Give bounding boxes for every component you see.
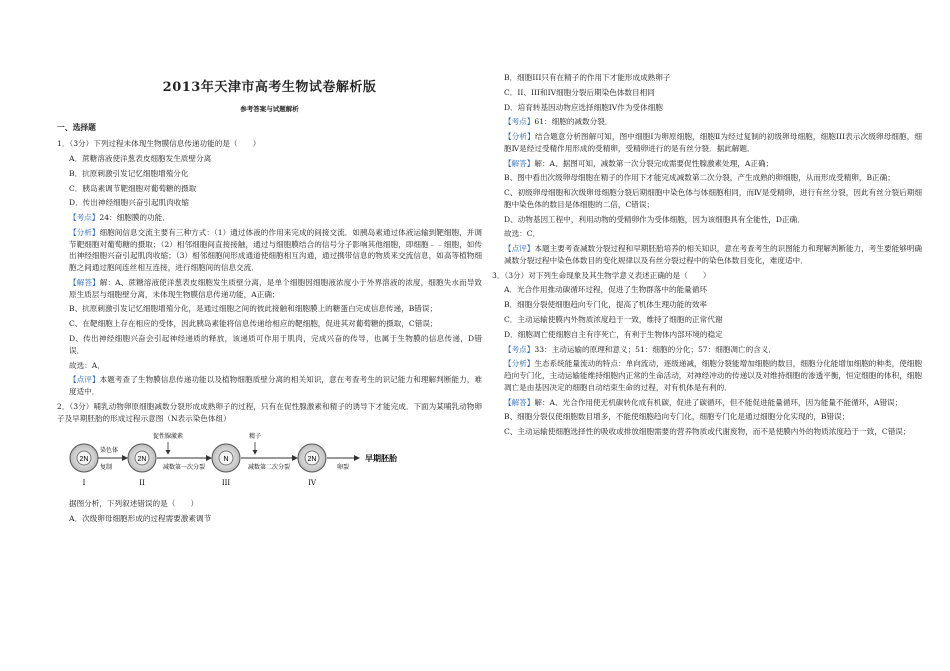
paragraph-text: 据图分析，下列叙述错误的是（ ） xyxy=(69,499,199,509)
paragraph-text: D、传出神经细胞兴奋会引起神经递质的释放，该递质可作用于肌肉，完成兴奋的传导，也属于生物膜的信息传递，D错误． xyxy=(69,334,482,355)
right-paragraph xyxy=(492,344,922,356)
label-replicate-1: 染色体 xyxy=(100,447,119,455)
paragraph-text: 细胞间信息交流主要有三种方式：（1）通过体液的作用来完成的间接交流．如胰岛素通过体液运输到靶细胞，并调节靶细胞对葡萄糖的摄取；（2）相邻细胞间直接接触，通过与细胞膜结合的信号分子影响其他细胞，即细胞﹣﹣细胞，如传出神经细胞兴奋引起肌肉收缩；（3）相邻细胞间形成通道使细胞相互沟通，通过携带信息的物质来交流信息，如高等植物细胞之间通过胞间连丝相互连接，进行细胞间的信息交流． xyxy=(69,227,483,273)
cell-1 xyxy=(70,444,98,472)
left-paragraph xyxy=(57,318,482,330)
label-hormone: 促性腺激素 xyxy=(152,433,184,441)
tag-label: 【分析】 xyxy=(504,132,535,142)
numeral-2: II xyxy=(139,479,145,488)
paragraph-text: 生态系统能量流动的特点：单向流动，逐级递减，细胞分裂能增加细胞的数目，细胞分化能增加细胞的种类，使细胞趋向专门化，主动运输能维持细胞内正常的生命活动，对神经冲动的传递以及对维持细胞的渗透平衡，恒定细胞的体积，细胞凋亡是由基因决定的细胞自动结束生命的过程，对有机体是有利的． xyxy=(504,359,922,392)
paragraph-text: 本题主要考查减数分裂过程和早期胚胎培养的相关知识，意在考查考生的识图能力和理解判断能力，考生要能够明确减数分裂过程中染色体数目的变化规律以及有丝分裂过程中的染色体数目变化，难度适中． xyxy=(504,244,922,265)
tag-label: 【分析】 xyxy=(69,227,100,237)
paragraph-text: A．蔗糖溶液使洋葱表皮细胞发生质壁分离 xyxy=(69,154,212,164)
right-paragraph xyxy=(492,72,922,84)
paragraph-text: D、动物基因工程中，利用动物的受精卵作为受体细胞，因为该细胞具有全能性，D正确． xyxy=(504,214,805,224)
right-paragraph xyxy=(492,102,922,114)
right-paragraph xyxy=(492,158,922,170)
cell-2-label: 2N xyxy=(137,456,147,464)
right-paragraph xyxy=(492,329,922,341)
right-paragraph xyxy=(492,228,922,240)
right-paragraph xyxy=(492,172,922,184)
label-cleavage: 卵裂 xyxy=(336,464,350,472)
right-paragraph xyxy=(492,131,922,155)
paragraph-text: A．光合作用推动碳循环过程，促进了生物群落中的能量循环 xyxy=(504,285,707,295)
paragraph-text: C．II、III和IV细胞分裂后期染色体数目相同 xyxy=(504,87,655,97)
paragraph-text: B、细胞分裂仅使细胞数目增多，不能使细胞趋向专门化，细胞专门化是通过细胞分化实现的，B错误； xyxy=(504,412,850,422)
right-column xyxy=(492,0,922,441)
paragraph-text: B．细胞III只有在精子的作用下才能形成成熟卵子 xyxy=(504,73,671,82)
left-paragraph xyxy=(57,401,482,425)
cell-1-label: 2N xyxy=(79,456,89,464)
right-paragraph xyxy=(492,87,922,99)
paragraph-text: D．传出神经细胞兴奋引起肌肉收缩 xyxy=(69,198,189,208)
paragraph-text: D．细胞凋亡使细胞自主有序死亡，有利于生物体内部环境的稳定 xyxy=(504,329,723,339)
numeral-3: III xyxy=(221,479,231,488)
numeral-1: I xyxy=(82,479,86,488)
paragraph-text: B、抗原刺激引发记忆细胞增殖分化，是通过细胞之间的彼此接触和细胞膜上的糖蛋白完成信息传递，B错误； xyxy=(69,304,438,314)
paragraph-text: D．培育转基因动物应选择细胞IV作为受体细胞 xyxy=(504,102,663,112)
document-subtitle: 参考答案与试题解析 xyxy=(240,105,299,114)
paragraph-text: 本题考查了生物膜信息传递功能以及植物细胞质壁分离的相关知识，意在考查考生的识记能力和理解判断能力，难度适中． xyxy=(69,375,483,397)
document-title: 2013年天津市高考生物试卷解析版 xyxy=(162,80,377,95)
right-paragraph xyxy=(492,426,922,438)
left-paragraph xyxy=(57,333,482,357)
paragraph-text: C、初级卵母细胞和次级卵母细胞分裂后期细胞中染色体与体细胞相同，而Ⅳ是受精卵，进行有丝分裂，因此有丝分裂后期细胞中染色体的数目是体细胞的二倍，C错误； xyxy=(504,188,922,209)
right-paragraph xyxy=(492,397,922,409)
tag-label: 【解答】 xyxy=(69,277,100,287)
left-paragraph xyxy=(57,138,482,150)
paragraph-text: 结合题意分析图解可知，图中细胞Ⅰ为卵原细胞，细胞Ⅱ为经过复制的初级卵母细胞，细胞III表示次级卵母细胞，细胞Ⅳ是经过受精作用形成的受精卵，受精卵进行的是有丝分裂．据此解题． xyxy=(504,132,923,153)
right-paragraph xyxy=(492,411,922,423)
paragraph-text: C、在靶细胞上存在相应的受体，因此胰岛素能将信息传递给相应的靶细胞，促进其对葡萄糖的摄取，C错误； xyxy=(69,319,438,329)
tag-label: 【点评】 xyxy=(504,244,535,254)
left-paragraph xyxy=(57,374,482,398)
right-paragraph xyxy=(492,187,922,211)
cell-4-label: 2N xyxy=(307,456,317,464)
label-meiosis1: 减数第一次分裂 xyxy=(162,464,206,472)
tag-label: 【考点】 xyxy=(69,213,100,223)
diagram-svg xyxy=(69,428,449,490)
paragraph-text: 解：A、光合作用使无机碳转化成有机碳，促进了碳循环，但不能促进能量循环，因为能量不能循环，A错误； xyxy=(534,397,903,407)
cell-4 xyxy=(298,444,326,472)
left-after-paragraph xyxy=(57,498,482,510)
left-paragraph xyxy=(57,197,482,209)
paragraph-text: 故选：C． xyxy=(504,229,541,239)
right-paragraph xyxy=(492,284,922,296)
paragraph-text: 2．（3分）哺乳动物卵原细胞减数分裂形成成熟卵子的过程，只有在促性腺激素和精子的诱导下才能完成．下面为某哺乳动物卵子及早期胚胎的形成过程示意图（N表示染色体组） xyxy=(57,401,482,423)
label-replicate-2: 复制 xyxy=(100,464,113,472)
cell-3-label: N xyxy=(223,456,229,464)
left-paragraph xyxy=(57,360,482,372)
left-paragraph xyxy=(57,212,482,224)
left-paragraph xyxy=(57,183,482,195)
right-paragraph xyxy=(492,270,922,282)
right-paragraph xyxy=(492,314,922,326)
tag-label: 【点评】 xyxy=(69,375,100,385)
right-paragraph xyxy=(492,358,922,393)
paragraph-text: B．细胞分裂使细胞趋向专门化，提高了机体生理功能的效率 xyxy=(504,300,708,310)
paragraph-text: C、主动运输使细胞选择性的吸收或排放细胞需要的营养物质或代谢废物，而不是使膜内外的物质浓度趋于一致，C错误； xyxy=(504,427,911,437)
paragraph-text: 1．（3分）下列过程未体现生物膜信息传递功能的是（ ） xyxy=(57,139,261,149)
paragraph-text: A．次级卵母细胞形成的过程需要激素调节 xyxy=(69,513,212,523)
left-paragraph xyxy=(57,153,482,165)
left-after-paragraph xyxy=(57,513,482,525)
paragraph-text: 61：细胞的减数分裂． xyxy=(534,117,613,127)
paragraph-text: C．胰岛素调节靶细胞对葡萄糖的摄取 xyxy=(69,183,197,193)
tag-label: 【考点】 xyxy=(504,117,535,127)
paragraph-text: B、图中看出次级卵母细胞在精子的作用下才能完成减数第二次分裂，产生成熟的卵细胞，从而形成受精卵，B正确； xyxy=(504,173,895,183)
cell-3 xyxy=(212,444,240,472)
left-paragraph xyxy=(57,303,482,315)
label-embryo: 早期胚胎 xyxy=(365,454,397,464)
tag-label: 【考点】 xyxy=(504,344,535,354)
left-paragraph xyxy=(57,168,482,180)
paragraph-text: 3．（3分）对下列生命现象及其生物学意义表述正确的是（ ） xyxy=(492,270,711,280)
left-column xyxy=(57,0,482,528)
right-paragraph xyxy=(492,214,922,226)
left-paragraph xyxy=(57,277,482,301)
paragraph-text: 解：A、蔗糖溶液使洋葱表皮细胞发生质壁分离，是单个细胞因细胞液浓度小于外界溶液的浓度，细胞失水而导致原生质层与细胞壁分离，未体现生物膜信息传递功能，A正确； xyxy=(69,277,483,299)
right-paragraph xyxy=(492,243,922,267)
numeral-4: IV xyxy=(308,479,316,488)
tag-label: 【分析】 xyxy=(504,359,535,369)
tag-label: 【解答】 xyxy=(504,397,535,407)
tag-label: 【解答】 xyxy=(504,158,535,168)
paragraph-text: C．主动运输使膜内外物质浓度趋于一致，维持了细胞的正常代谢 xyxy=(504,315,723,325)
oocyte-embryo-diagram xyxy=(69,428,482,494)
paragraph-text: 33：主动运输的原理和意义；51：细胞的分化；57：细胞凋亡的含义． xyxy=(534,344,776,354)
section-heading: 一、选择题 xyxy=(57,123,96,133)
paragraph-text: 解：A、据图可知，减数第一次分裂完成需要促性腺激素处理，A正确； xyxy=(534,158,774,168)
label-meiosis2: 减数第二次分裂 xyxy=(247,464,291,472)
paragraph-text: B．抗原刺激引发记忆细胞增殖分化 xyxy=(69,168,189,178)
left-paragraph xyxy=(57,227,482,274)
cell-2 xyxy=(128,444,156,472)
paragraph-text: 故选：A． xyxy=(69,360,105,370)
label-sperm: 精子 xyxy=(248,433,262,441)
right-paragraph xyxy=(492,116,922,128)
paragraph-text: 24：细胞膜的功能． xyxy=(99,213,170,223)
right-paragraph xyxy=(492,299,922,311)
